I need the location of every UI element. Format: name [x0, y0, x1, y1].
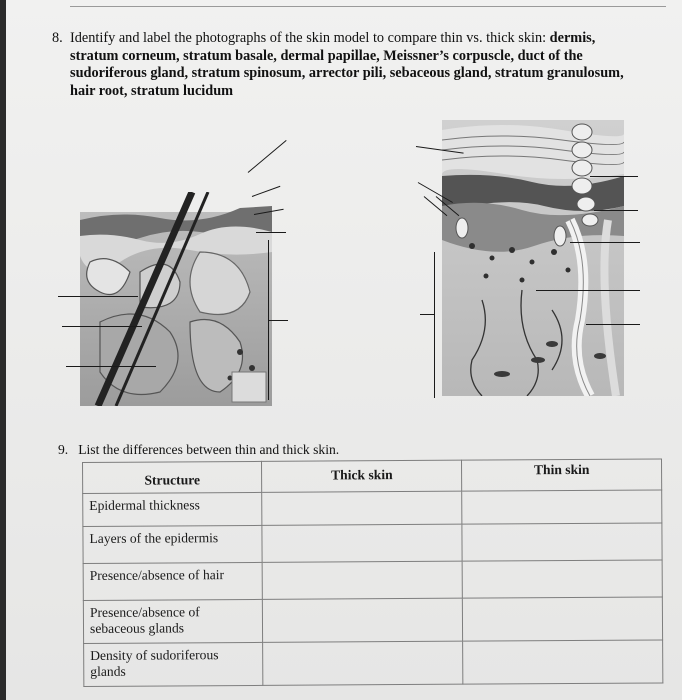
- thin-skin-layers-cell[interactable]: [462, 523, 662, 561]
- thin-skin-sebaceous-cell[interactable]: [463, 597, 663, 641]
- header-structure: Structure: [83, 461, 262, 493]
- table-row: [84, 640, 663, 687]
- table-row: [83, 597, 662, 644]
- thick-skin-sudoriferous-cell[interactable]: [263, 641, 463, 685]
- table-row: [83, 560, 662, 601]
- thick-bracket: [434, 252, 435, 398]
- thin-skin-hair-cell[interactable]: [462, 560, 662, 598]
- row-label-sudoriferous: Density of sudoriferous glands: [84, 642, 264, 686]
- question-8-number: 8.: [52, 30, 63, 46]
- thin-label-line-6: [62, 326, 142, 327]
- table-row: [83, 490, 662, 527]
- thin-skin-photo: [80, 192, 272, 406]
- question-8-text: [70, 30, 642, 100]
- thick-bracket-tick: [420, 314, 434, 315]
- row-label-layers: Layers of the epidermis: [83, 525, 263, 563]
- thick-skin-layers-cell[interactable]: [262, 524, 462, 562]
- thick-label-line-7: [570, 242, 640, 243]
- thick-skin-model-image: [442, 120, 624, 396]
- top-rule: [70, 6, 666, 7]
- thin-label-line-5: [58, 296, 138, 297]
- thick-skin-photo: [442, 120, 624, 396]
- row-label-sebaceous: Presence/absence of sebaceous glands: [83, 599, 263, 643]
- thin-label-line-4: [256, 232, 286, 233]
- thin-label-line-1: [248, 140, 287, 173]
- thick-label-line-9: [586, 324, 640, 325]
- question-9-text: List the differences between thin and thick skin.: [78, 442, 340, 457]
- row-label-hair: Presence/absence of hair: [83, 562, 263, 600]
- question-9: [58, 442, 339, 458]
- thin-label-line-7: [66, 366, 156, 367]
- question-8: [52, 30, 642, 100]
- table-row: [83, 523, 662, 564]
- thick-label-line-8: [536, 290, 640, 291]
- table-header-row: [83, 459, 662, 494]
- worksheet-page: [6, 0, 682, 700]
- row-label-epidermal-thickness: Epidermal thickness: [83, 492, 262, 526]
- thin-skin-epidermal-thickness-cell[interactable]: [462, 490, 662, 524]
- thick-skin-epidermal-thickness-cell[interactable]: [262, 491, 462, 525]
- differences-table: [82, 458, 663, 687]
- thin-skin-sudoriferous-cell[interactable]: [463, 640, 663, 684]
- question-8-terms: dermis, stratum corneum, stratum basale, dermal papillae, Meissner’s corpuscle, duct of the sudoriferous gland, stratum spinosum, arrector pili, sebaceous gland, stratum granulosum, hair root, stratum lucidum: [70, 30, 624, 99]
- thin-skin-model-image: [80, 192, 272, 406]
- thick-skin-hair-cell[interactable]: [262, 561, 462, 599]
- header-thick-skin: Thick skin: [262, 460, 462, 492]
- thick-label-line-5: [590, 176, 638, 177]
- question-9-number: 9.: [58, 442, 69, 457]
- question-8-lead: Identify and label the photographs of the skin model to compare thin vs. thick skin:: [70, 30, 550, 46]
- thick-label-line-6: [594, 210, 638, 211]
- thin-bracket-tick: [268, 320, 288, 321]
- thick-skin-sebaceous-cell[interactable]: [263, 598, 463, 642]
- header-thin-skin: Thin skin: [462, 459, 662, 491]
